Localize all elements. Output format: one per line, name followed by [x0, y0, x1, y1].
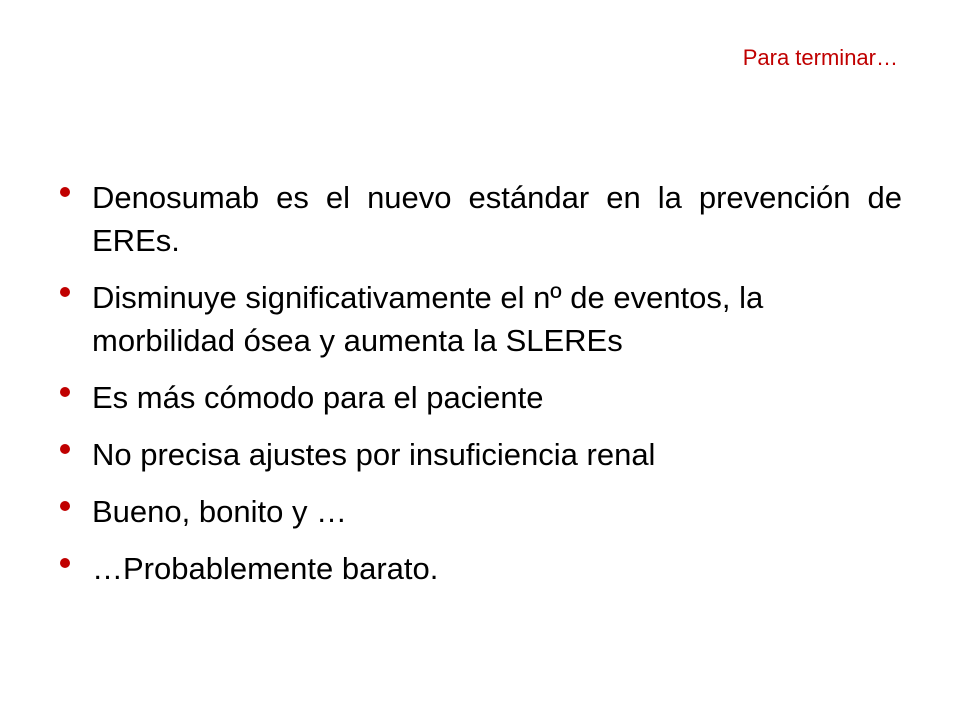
bullet-item [60, 547, 902, 590]
bullet-item [60, 376, 902, 419]
bullet-text: Disminuye significativamente el nº de eventos, la morbilidad ósea y aumenta la SLEREs [92, 280, 764, 358]
bullet-item [60, 276, 902, 362]
bullet-dot-icon [60, 558, 70, 568]
bullet-text: No precisa ajustes por insuficiencia renal [92, 437, 656, 472]
bullet-text: Bueno, bonito y … [92, 494, 348, 529]
bullet-dot-icon [60, 387, 70, 397]
bullet-list [60, 176, 902, 604]
bullet-dot-icon [60, 187, 70, 197]
bullet-dot-icon [60, 501, 70, 511]
bullet-text: Es más cómodo para el paciente [92, 380, 544, 415]
bullet-text: Denosumab es el nuevo estándar en la prevención de EREs. [92, 180, 902, 258]
bullet-item [60, 490, 902, 533]
bullet-text: …Probablemente barato. [92, 551, 439, 586]
slide-title: Para terminar… [742, 45, 898, 70]
bullet-item [60, 176, 902, 262]
bullet-item [60, 433, 902, 476]
bullet-dot-icon [60, 444, 70, 454]
bullet-dot-icon [60, 287, 70, 297]
